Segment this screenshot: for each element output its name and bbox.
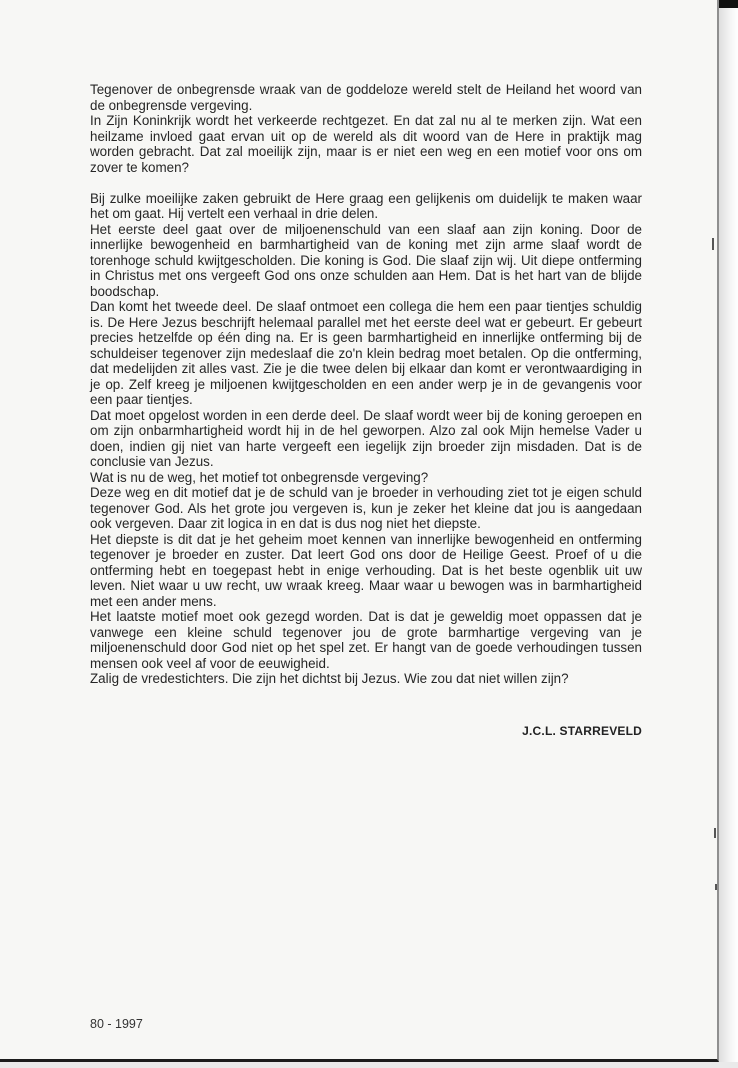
scan-mark — [712, 238, 714, 250]
scan-mark — [715, 884, 717, 890]
author-signature: J.C.L. STARREVELD — [522, 724, 642, 738]
paragraph: Dat moet opgelost worden in een derde deel. De slaaf wordt weer bij de koning geroepen en om zijn onbarmhartigheid wordt hij in de hel geworpen. Alzo zal ook Mijn hemelse Vader u doen, indien gij niet van harte vergeeft een iegelijk zijn broeder zijn misdaden. Dat is de conclusie van Jezus. — [90, 407, 642, 469]
paragraph: Dan komt het tweede deel. De slaaf ontmoet een collega die hem een paar tientjes schuldig is. De Here Jezus beschrijft helemaal parallel met het eerste deel wat er gebeurt. Er gebeurt precies hetzelfde op één ding na. Er is geen barmhartigheid en innerlijke ontferming bij de schuldeiser tegenover zijn medeslaaf die zo'n klein bedrag moet betalen. Op die ontferming, dat medelijden zit alles vast. Zie je die twee delen bij elkaar dan komt er verontwaardiging in je op. Zelf kreeg je miljoenen kwijtgescholden en een ander werp je in de gevangenis voor een paar tientjes. — [90, 299, 642, 407]
paragraph: Zalig de vredestichters. Die zijn het dichtst bij Jezus. Wie zou dat niet willen zijn? — [90, 671, 569, 686]
paragraph: Deze weg en dit motief dat je de schuld van je broeder in verhouding ziet tot je eigen schuld tegenover God. Als het grote jou vergeven is, kun je zeker het kleine dat jou is aangedaan ook vergeven. Daar zit logica in en dat is dus nog niet het diepste. — [90, 485, 642, 531]
article-body — [90, 82, 642, 687]
paragraph: Tegenover de onbegrensde wraak van de goddeloze wereld stelt de Heiland het woord van de onbegrensde vergeving. — [90, 82, 642, 113]
paragraph: Het laatste motief moet ook gezegd worden. Dat is dat je geweldig moet oppassen dat je vanwege een kleine schuld tegenover jou de grote barmhartige vergeving van je miljoenenschuld door God niet op het spel zet. Er hangt van de goede verhoudingen tussen mensen ook veel af voor de eeuwigheid. — [90, 609, 642, 671]
paragraph: Het eerste deel gaat over de miljoenenschuld van een slaaf aan zijn koning. Door de innerlijke bewogenheid en barmhartigheid van de koning met zijn arme slaaf wordt de torenhoge schuld kwijtgescholden. Die koning is God. Die slaaf zijn wij. Uit diepe ontferming in Christus met ons vergeeft God ons onze schulden aan Hem. Dat is het hart van de blijde boodschap. — [90, 221, 642, 299]
page-edge — [719, 0, 738, 1068]
page-bottom-edge — [0, 1062, 738, 1068]
paragraph: Bij zulke moeilijke zaken gebruikt de Here graag een gelijkenis om duidelijk te maken waar het om gaat. Hij vertelt een verhaal in drie delen. — [90, 190, 642, 221]
page-edge-corner — [719, 0, 738, 8]
page-number: 80 - 1997 — [90, 1017, 143, 1031]
paragraph: Het diepste is dit dat je het geheim moet kennen van innerlijke bewogenheid en ontferming tegenover je broeder en zuster. Dat leert God ons door de Heilige Geest. Proef of u die ontferming hebt en toegepast hebt in enige verhouding. Dat is het beste ogenblik uit uw leven. Niet waar u uw recht, uw wraak kreeg. Maar waar u bewogen was in barmhartigheid met een ander mens. — [90, 531, 642, 609]
scan-mark — [714, 828, 716, 838]
paragraph: Wat is nu de weg, het motief tot onbegrensde vergeving? — [90, 469, 429, 485]
paragraph: In Zijn Koninkrijk wordt het verkeerde rechtgezet. En dat zal nu al te merken zijn. Wat een heilzame invloed gaat ervan uit op de wereld als dit woord van de Here in praktijk mag worden gebracht. Dat zal moeilijk zijn, maar is er niet een weg en een motief voor ons om zover te komen? — [90, 113, 642, 175]
